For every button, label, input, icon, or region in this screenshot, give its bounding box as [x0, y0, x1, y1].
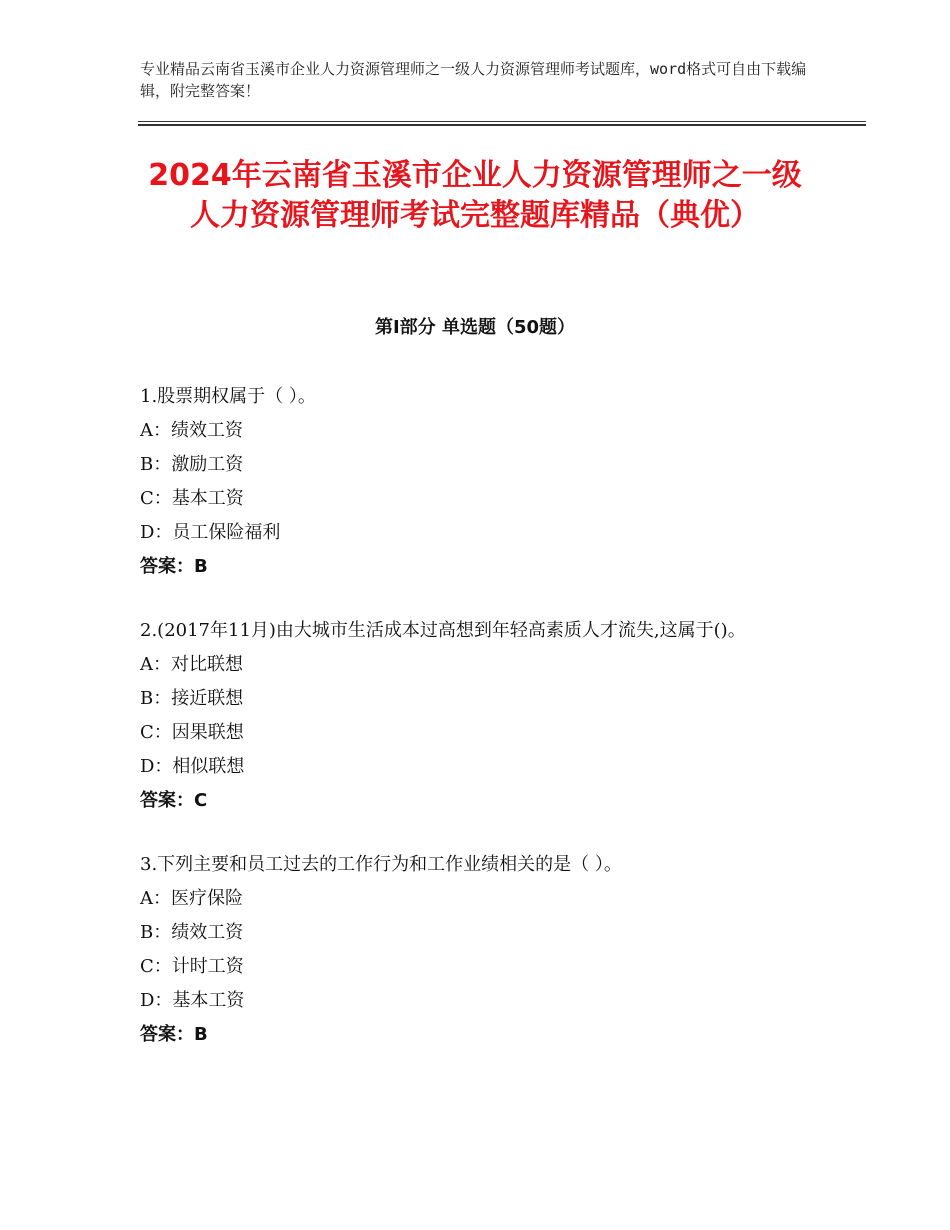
option-c: C：因果联想: [140, 722, 244, 743]
option-c: C：计时工资: [140, 956, 244, 977]
question-1: [140, 380, 810, 584]
option-d: D：员工保险福利: [140, 522, 281, 543]
question-stem: 2.(2017年11月)由大城市生活成本过高想到年轻高素质人才流失,这属于()。: [140, 620, 746, 641]
answer-line: 答案：B: [140, 1024, 208, 1045]
section-title: 第Ⅰ部分 单选题（50题）: [374, 317, 575, 338]
question-stem: 3.下列主要和员工过去的工作行为和工作业绩相关的是（ ）。: [140, 854, 622, 875]
header-divider-thin: [138, 121, 866, 122]
header-note: 专业精品云南省玉溪市企业人力资源管理师之一级人力资源管理师考试题库，word格式可自由下载编辑，附完整答案！: [140, 60, 807, 100]
option-c: C：基本工资: [140, 488, 244, 509]
question-stem: 1.股票期权属于（ ）。: [140, 386, 316, 407]
question-2: [140, 614, 810, 818]
option-d: D：相似联想: [140, 756, 245, 777]
header-divider-thick: [138, 124, 866, 126]
option-a: A：对比联想: [140, 654, 243, 675]
option-b: B：接近联想: [140, 688, 244, 709]
answer-line: 答案：C: [140, 790, 208, 811]
question-3: [140, 848, 810, 1052]
option-d: D：基本工资: [140, 990, 245, 1011]
option-a: A：绩效工资: [140, 420, 243, 441]
question-list: [140, 380, 810, 1082]
document-title: 2024年云南省玉溪市企业人力资源管理师之一级人力资源管理师考试完整题库精品（典优）: [148, 158, 802, 233]
option-a: A：医疗保险: [140, 888, 243, 909]
answer-line: 答案：B: [140, 556, 208, 577]
option-b: B：绩效工资: [140, 922, 244, 943]
option-b: B：激励工资: [140, 454, 244, 475]
